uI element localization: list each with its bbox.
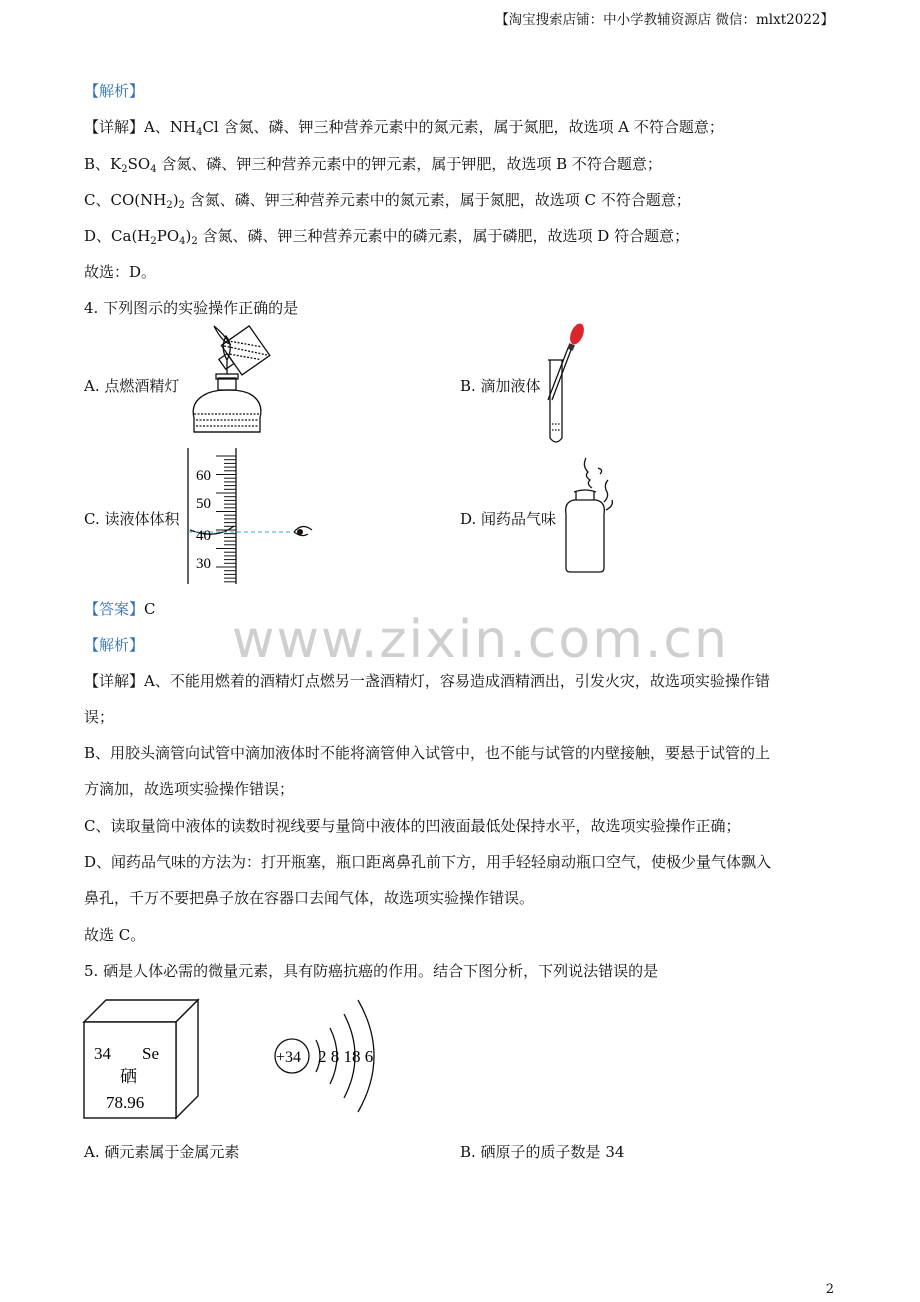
- nucleus-charge: +34: [276, 1049, 302, 1066]
- q4-answer-tag: 【答案】: [84, 600, 145, 618]
- smelling-bottle-figure: [560, 456, 630, 574]
- q4-detail-line-2: 误；: [84, 708, 115, 726]
- q3-detail-tag: 【详解】: [84, 118, 145, 136]
- tick-label-50: 50: [196, 496, 211, 512]
- formula-subscript: 2: [191, 236, 198, 247]
- formula-part: ): [172, 191, 179, 209]
- dropper-bulb: [567, 322, 586, 347]
- formula-subscript: 4: [150, 164, 157, 175]
- formula-subscript: 2: [121, 164, 128, 175]
- formula-part: D、Ca(H: [84, 227, 151, 245]
- q4-option-b: B. 滴加液体: [460, 377, 541, 395]
- page-header: 【淘宝搜索店铺：中小学教辅资源店 微信：mlxt2022】: [495, 12, 834, 28]
- tick-label-60: 60: [196, 468, 211, 484]
- q4-detail-line-7: 鼻孔，千万不要把鼻子放在容器口去闻气体，故选项实验操作错误。: [84, 889, 535, 907]
- formula-part: A、NH: [144, 118, 197, 136]
- q4-option-c: C. 读液体体积: [84, 510, 180, 528]
- tick-label-40: 40: [196, 528, 211, 544]
- tick-label-30: 30: [196, 556, 211, 572]
- q4-detail-line-5: C、读取量筒中液体的读数时视线要与量筒中液体的凹液面最低处保持水平，故选项实验操作正确；: [84, 817, 741, 835]
- q4-detail-line-3: B、用胶头滴管向试管中滴加液体时不能将滴管伸入试管中，也不能与试管的内壁接触，要悬于试管的上: [84, 744, 771, 762]
- formula-subscript: 4: [179, 236, 186, 247]
- element-cell-figure: [82, 998, 206, 1122]
- q5-option-a: A. 硒元素属于金属元素: [84, 1143, 240, 1161]
- formula-part: ): [185, 227, 192, 245]
- q4-stem: 4. 下列图示的实验操作正确的是: [84, 299, 299, 317]
- q4-answer: C: [144, 600, 156, 618]
- formula-part: PO: [156, 227, 180, 245]
- q3-detail-line-c: [84, 189, 691, 211]
- q4-detail-line-4: 方滴加，故选项实验操作错误；: [84, 780, 295, 798]
- element-symbol: Se: [142, 1044, 159, 1063]
- q3-detail-line-b: [84, 153, 662, 175]
- atomic-structure-figure: [272, 990, 392, 1120]
- line-text: 含氮、磷、钾三种营养元素中的钾元素，属于钾肥，故选项 B 不符合题意；: [156, 155, 662, 173]
- formula-part: SO: [127, 155, 151, 173]
- element-number: 34: [94, 1044, 111, 1063]
- q3-analysis-tag: 【解析】: [84, 82, 145, 100]
- q3-conclusion: 故选：D。: [84, 263, 157, 281]
- line-text: 含氮、磷、钾三种营养元素中的氮元素，属于氮肥，故选项 A 不符合题意；: [218, 118, 724, 136]
- line-text: 含氮、磷、钾三种营养元素中的氮元素，属于氮肥，故选项 C 不符合题意；: [184, 191, 691, 209]
- page-number: 2: [825, 1282, 834, 1297]
- q4-detail-tag: 【详解】: [84, 672, 145, 690]
- cylinder-ticks: [216, 456, 236, 582]
- graduated-cylinder-figure: [186, 444, 326, 586]
- q5-stem: 5. 硒是人体必需的微量元素，具有防癌抗癌的作用。结合下图分析，下列说法错误的是: [84, 962, 659, 980]
- formula-subscript: 2: [178, 200, 185, 211]
- formula-subscript: 2: [150, 236, 157, 247]
- dropper-figure: [544, 322, 594, 446]
- q4-conclusion: 故选 C。: [84, 926, 146, 944]
- formula-subscript: 2: [166, 200, 173, 211]
- q4-detail-line-1: [84, 670, 770, 691]
- element-mass: 78.96: [106, 1093, 145, 1112]
- q4-answer-line: [84, 598, 156, 619]
- formula-part: Cl: [202, 118, 219, 136]
- eye-icon: [294, 526, 312, 535]
- formula-part: C、CO(NH: [84, 191, 167, 209]
- q5-option-b: B. 硒原子的质子数是 34: [460, 1143, 625, 1161]
- electron-config: 2 8 18 6: [318, 1047, 374, 1066]
- q4-option-a: A. 点燃酒精灯: [84, 377, 180, 395]
- q4-option-d: D. 闻药品气味: [460, 510, 557, 528]
- formula-part: B、K: [84, 155, 122, 173]
- watermark: www.zixin.com.cn: [232, 610, 729, 670]
- q3-detail-line-d: [84, 225, 689, 247]
- formula-subscript: 4: [196, 127, 203, 138]
- q4-detail-line-6: D、闻药品气味的方法为：打开瓶塞，瓶口距离鼻孔前下方，用手轻轻扇动瓶口空气，使极少量气体飘入: [84, 853, 772, 871]
- q4-analysis-tag: 【解析】: [84, 636, 145, 654]
- alcohol-lamp-figure: [184, 322, 284, 444]
- element-name: 硒: [120, 1067, 137, 1086]
- q3-detail-line-a: [84, 116, 724, 138]
- line-text: A、不能用燃着的酒精灯点燃另一盏酒精灯，容易造成酒精洒出，引发火灾，故选项实验操作错: [144, 672, 770, 690]
- line-text: 含氮、磷、钾三种营养元素中的磷元素，属于磷肥，故选项 D 符合题意；: [197, 227, 690, 245]
